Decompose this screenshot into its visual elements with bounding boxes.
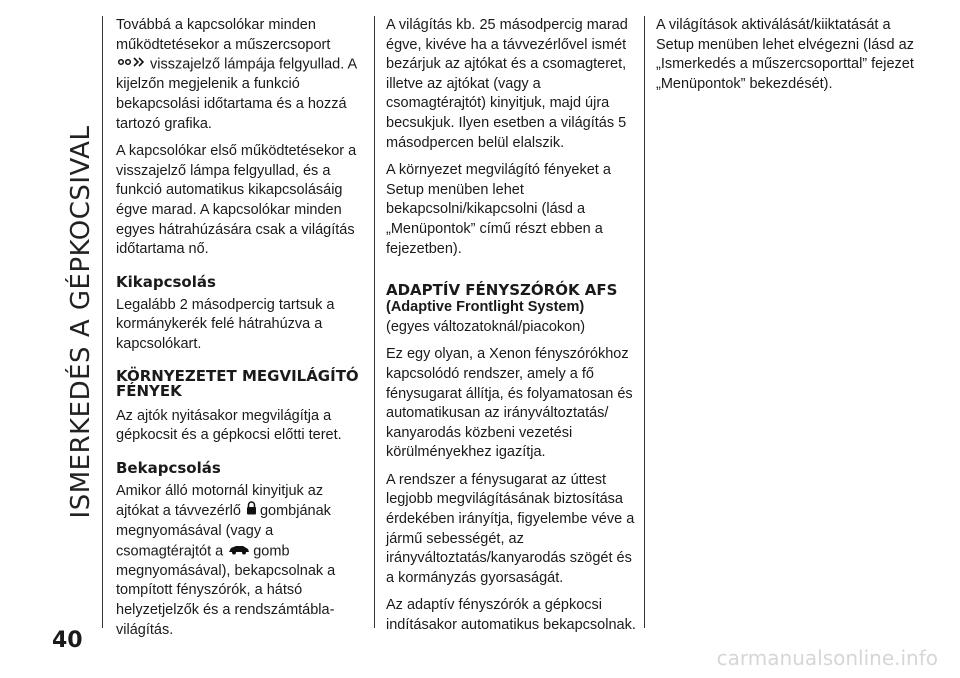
divider-left xyxy=(102,16,103,628)
paragraph: A rendszer a fénysugarat az úttest legjobb megvilágításának biztosítása érdekében irányítja, figyelembe véve a jármű sebességét, az irányváltoztatás/kanyarodás szögét és a kormányzás gyorsaságát. xyxy=(386,471,635,586)
afs-note: (egyes változatoknál/piacokon) xyxy=(386,318,586,335)
page-number: 40 xyxy=(52,628,83,653)
chapter-title-text: ISMERKEDÉS A GÉPKOCSIVAL xyxy=(66,125,96,519)
paragraph-text: visszajelző lámpája felgyullad. A kijelzőn megjelenik a funkció bekapcsolási időtartama és a hozzá tartozó grafika. xyxy=(116,56,357,132)
paragraph-text: gomb megnyomásával), bekapcsolnak a tompított fényszórók, a hátsó helyzetjelzők és a rendszámtábla-világítás. xyxy=(116,543,336,638)
paragraph: Legalább 2 másodpercig tartsuk a kormánykerék felé hátrahúzva a kapcsolókart. xyxy=(116,296,335,352)
column-2 xyxy=(386,16,642,644)
heading-bekapcsolas: Bekapcsolás xyxy=(116,458,221,477)
paragraph: Az ajtók nyitásakor megvilágítja a gépkocsit és a gépkocsi előtti teret. xyxy=(116,407,342,444)
paragraph: A világítások aktiválását/kiiktatását a Setup menüben lehet elvégezni (lásd az „Ismerkedés a műszercsoporttal” fejezet „Menüpontok” bekezdését). xyxy=(656,17,914,92)
divider-middle xyxy=(374,16,375,628)
paragraph-text: Amikor álló motornál kinyitjuk az ajtókat a távvezérlő xyxy=(116,482,324,520)
column-1 xyxy=(116,16,366,648)
watermark: carmanualsonline.info xyxy=(716,646,938,670)
paragraph: Az adaptív fényszórók a gépkocsi indításakor automatikus bekapcsolnak. xyxy=(386,597,636,634)
paragraph-text: Továbbá a kapcsolókar minden működtetésekor a műszercsoport xyxy=(116,17,331,53)
heading-kornyezet: KÖRNYEZETET MEGVILÁGÍTÓ FÉNYEK xyxy=(116,366,359,400)
paragraph xyxy=(116,482,366,641)
heading-afs: ADAPTÍV FÉNYSZÓRÓK AFS xyxy=(386,281,618,300)
paragraph: A világítás kb. 25 másodpercig marad égve, kivéve ha a távvezérlővel ismét bezárjuk az ajtókat és a csomagteret, illetve az ajtókat (vagy a csomagtérajtót) kinyitjuk, majd újra becsukjuk. Ilyen esetben a világítás 5 másodpercen belül elalszik. xyxy=(386,17,628,151)
paragraph: Ez egy olyan, a Xenon fényszórókhoz kapcsolódó rendszer, amely a fő fénysugarat állítja, és folyamatosan és automatikusan az irányváltoztatás/ kanyarodás közbeni vezetési körülményekhez igazítja. xyxy=(386,346,633,461)
padlock-icon xyxy=(246,501,257,522)
paragraph-text: gombjának megnyomásával (vagy a csomagtérajtót a xyxy=(116,503,331,560)
paragraph: A kapcsolókar első működtetésekor a visszajelző lámpa felgyullad, és a funkció automatikus kikapcsolásáig égve marad. A kapcsolókar minden egyes hátrahúzására csak a világítás időtartama nő. xyxy=(116,143,357,258)
car-trunk-icon xyxy=(228,542,250,562)
heading-kikapcsolas: Kikapcsolás xyxy=(116,272,216,291)
paragraph: A környezet megvilágító fényeket a Setup menüben lehet bekapcsolni/kikapcsolni (lásd a „Menüpontok” című részt ebben a fejezetben). xyxy=(386,162,611,257)
follow-me-lamp-icon xyxy=(117,55,147,75)
afs-subtitle: (Adaptive Frontlight System) xyxy=(386,299,585,316)
divider-right xyxy=(644,16,645,628)
paragraph xyxy=(116,16,366,134)
column-3 xyxy=(656,16,916,102)
chapter-side-title xyxy=(60,16,102,628)
